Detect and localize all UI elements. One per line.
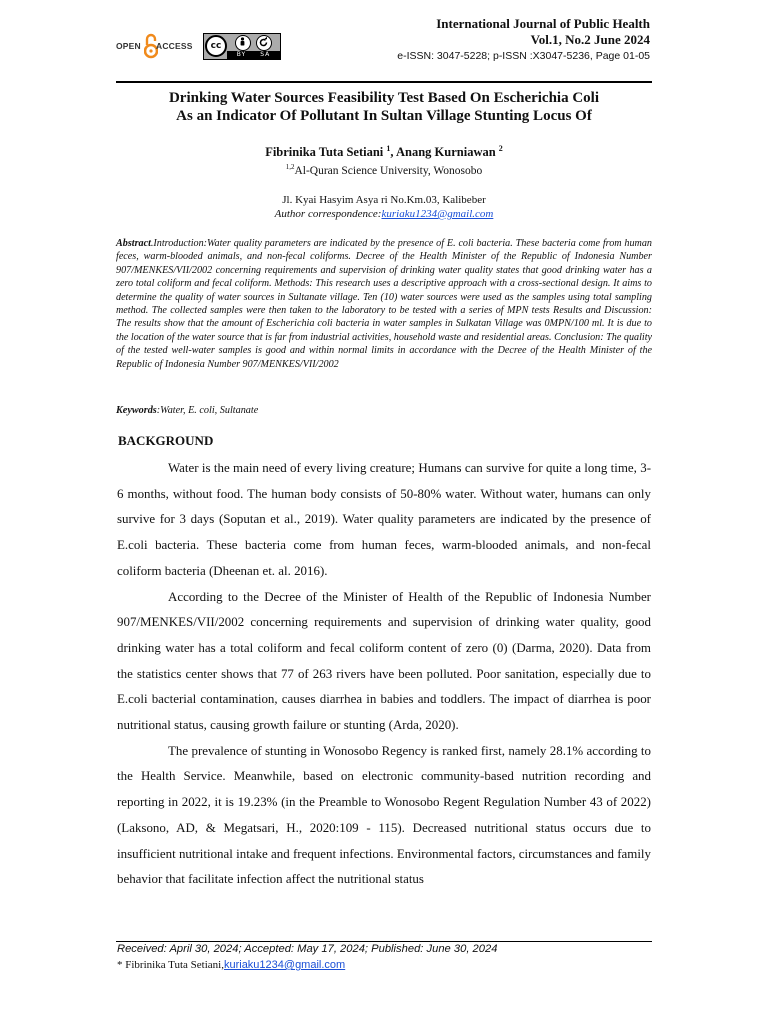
abstract	[116, 237, 652, 371]
paragraph: The prevalence of stunting in Wonosobo Regency is ranked first, namely 28.1% according to the Health Service. Meanwhile, based on electronic community-based nutrition recording and reporting in 2022, it is 19.23% (in the Preamble to Wonosobo Regent Regulation Number 43 of 2022) (Laksono, AD, & Megatsari, H., 2020:109 - 115). Decreased nutritional status occurs due to insufficient nutritional intake and frequent infections. Environmental factors, circumstances and family behavior that facilitate infection affect the nutritional status	[117, 742, 651, 887]
title-line-1: Drinking Water Sources Feasibility Test Based On Escherichia Coli	[168, 90, 600, 106]
cc-by-sa-license-badge[interactable]	[203, 33, 281, 60]
publication-dates: Received: April 30, 2024; Accepted: May 17, 2024; Published: June 30, 2024	[117, 943, 498, 955]
journal-info	[397, 16, 650, 64]
journal-title: International Journal of Public Health	[436, 16, 650, 31]
paper-title	[116, 89, 652, 125]
open-access-label-right: ACCESS	[156, 41, 193, 51]
title-line-2: As an Indicator Of Pollutant In Sultan Village Stunting Locus Of	[176, 108, 592, 124]
creative-commons-icon: cc	[205, 35, 227, 57]
keywords-label: Keywords	[116, 405, 157, 416]
license-terms-strip	[227, 51, 280, 59]
footnote-corresponding-author	[117, 958, 345, 973]
author-correspondence	[116, 207, 652, 221]
paragraph: According to the Decree of the Minister of Health of the Republic of Indonesia Number 907/MENKES/VII/2002 concerning requirements and supervision of drinking water quality, good drinking water has a total coliform and fecal coliform content of zero (0) (Darma, 2020). Data from the statistics center shows that 77 of 263 rivers have been polluted. Poor sanitation, especially due to E.coli bacterial contamination, causes diarrhea in babies and toddlers. The impact of diarrhea is poor nutritional status, causing growth failure or stunting (Arda, 2020).	[117, 588, 651, 733]
open-access-logo	[116, 32, 198, 62]
body-text	[117, 455, 651, 892]
journal-issn: e-ISSN: 3047-5228; p-ISSN :X3047-5236, Page 01-05	[397, 50, 650, 62]
correspondence-label: Author correspondence:	[274, 208, 382, 220]
author-name-2: Anang Kurniawan	[395, 145, 496, 160]
affiliation	[116, 160, 652, 178]
author-2-affiliation-mark: 2	[498, 144, 503, 153]
license-sa-label: SA	[260, 51, 271, 58]
footnote-email-link[interactable]: kuriaku1234@gmail.com	[223, 959, 346, 971]
abstract-label: Abstract	[116, 238, 151, 249]
open-access-label-left: OPEN	[116, 41, 141, 51]
footnote-author-name: * Fibrinika Tuta Setiani,	[117, 959, 224, 971]
paragraph: Water is the main need of every living creature; Humans can survive for quite a long time, 3-6 months, without food. The human body consists of 50-80% water. Without water, humans can only survive for 3 days (Soputan et al., 2019). Water quality parameters are indicated by the presence of E.coli bacteria. These bacteria come from human feces, warm-blooded animals, and non-fecal coliform bacteria (Dheenan et. al. 2016).	[117, 460, 651, 578]
section-heading-background: BACKGROUND	[118, 433, 214, 448]
keywords	[116, 404, 652, 417]
journal-volume: Vol.1, No.2 June 2024	[530, 32, 650, 47]
license-by-label: BY	[236, 51, 247, 58]
author-list	[116, 141, 652, 160]
share-alike-icon	[256, 35, 272, 51]
affiliation-text: Al-Quran Science University, Wonosobo	[294, 164, 483, 177]
keywords-text: :Water, E. coli, Sultanate	[156, 405, 259, 416]
author-separator: ,	[390, 145, 396, 160]
institution-address: Jl. Kyai Hasyim Asya ri No.Km.03, Kalibeber	[282, 194, 486, 206]
affiliation-mark: 1,2	[285, 163, 295, 171]
abstract-text: .Introduction:Water quality parameters are indicated by the presence of E. coli bacteria. These bacteria come from human feces, warm-blooded animals, and non-fecal coliforms. Decree of the Health Minister of the Republic of Indonesia Number 907/MENKES/VII/2002 concerning requirements and supervision of drinking water quality states that good drinking water has a zero total coliform and fecal coliform. Methods: This research uses a descriptive approach with a cross-sectional design. It aims to determine the quality of water sources in Sultanate village. Ten (10) water sources were used as the samples using total sampling method. The collected samples were then taken to the laboratory to be tested with a series of MPN tests Results and Discussion: The results show that the amount of Escherichia coli bacteria in water samples in Sulkatan Village was 0MPN/100 ml. It is due to the location of the water source that is far from industrial activities, household waste and residential areas. Conclusion: The quality of the tested well-water samples is good and within normal limits in accordance with the Decree of the Health Minister of the Republic of Indonesia Number 907/MENKES/VII/2002	[116, 238, 652, 370]
header-divider	[116, 81, 652, 83]
author-name-1: Fibrinika Tuta Setiani	[265, 145, 384, 160]
attribution-person-icon	[235, 35, 251, 51]
correspondence-email-link[interactable]: kuriaku1234@gmail.com	[381, 208, 494, 220]
author-1-affiliation-mark: 1	[386, 144, 391, 153]
